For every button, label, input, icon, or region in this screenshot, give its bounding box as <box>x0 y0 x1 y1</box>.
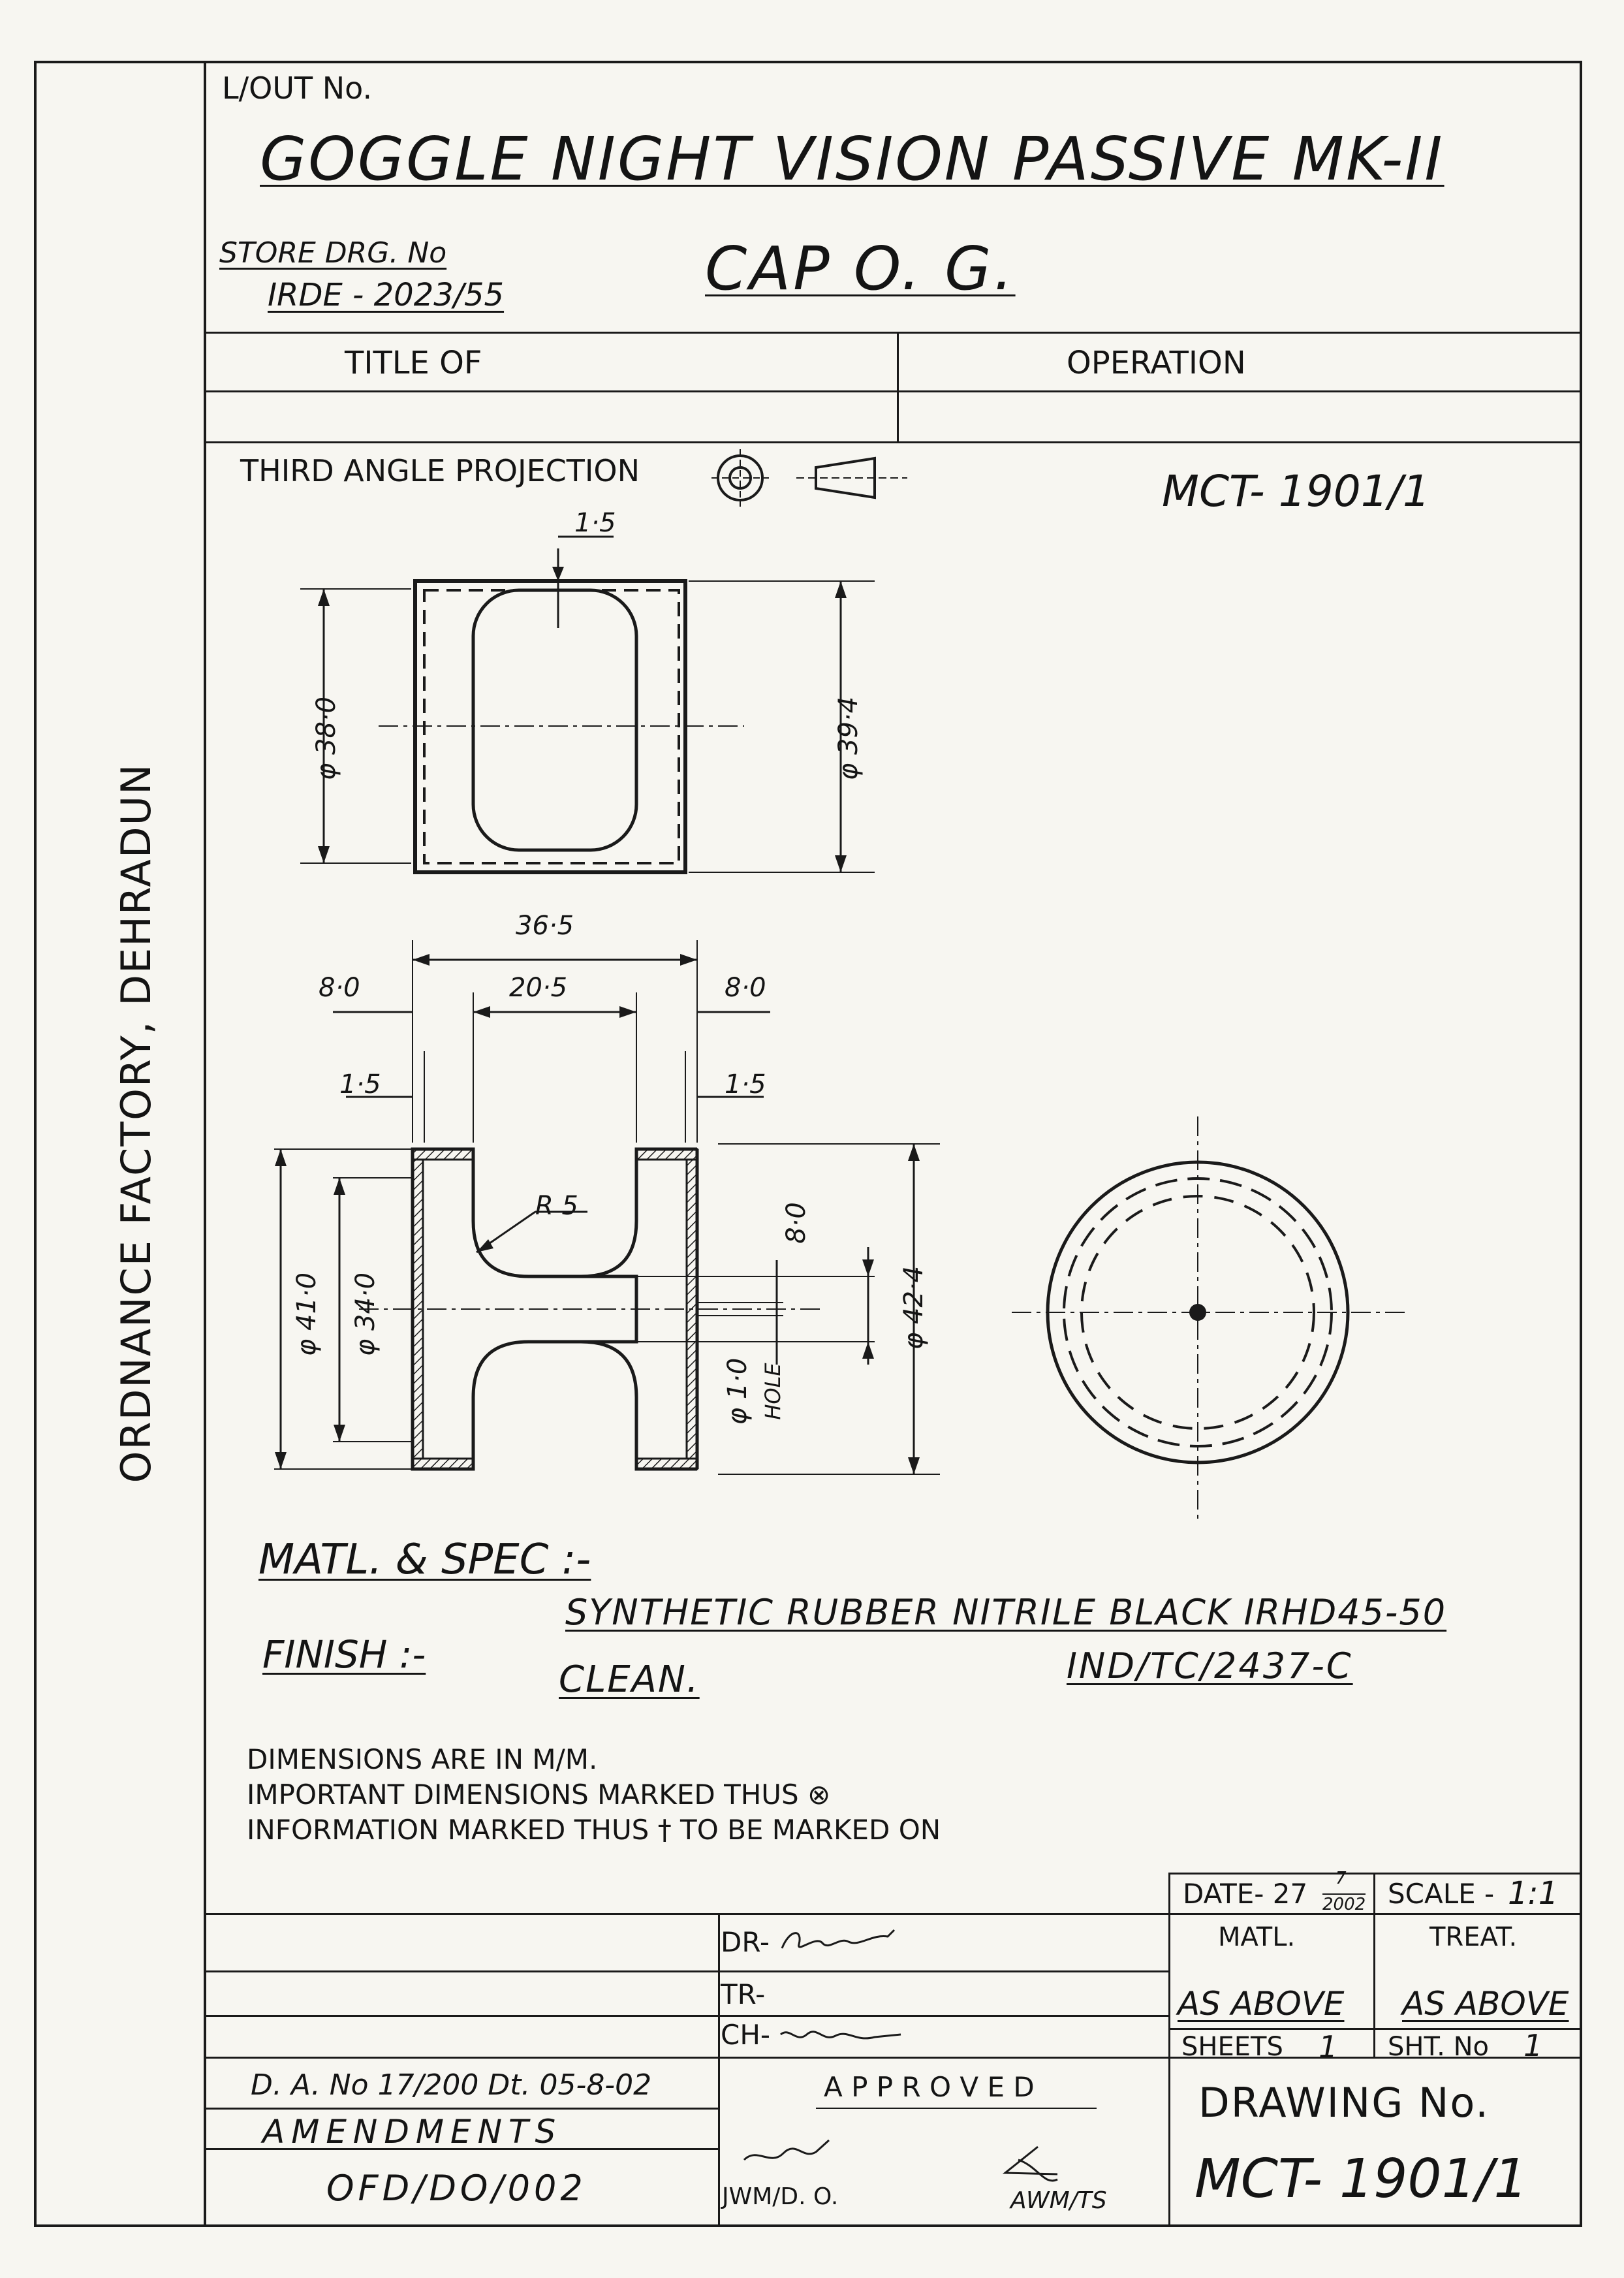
top-view-drawing <box>261 509 914 894</box>
tb-divider-left <box>718 1913 720 2227</box>
dim-hole-dia: φ 1·0 <box>723 1357 753 1425</box>
date-month: 7 <box>1335 1869 1347 1888</box>
sidebar-divider <box>204 61 206 2227</box>
projection-label: THIRD ANGLE PROJECTION <box>240 453 640 488</box>
material-spec-label: MATL. & SPEC :- <box>258 1536 591 1584</box>
operation-divider <box>897 332 899 441</box>
store-drg-label: STORE DRG. No <box>219 236 447 270</box>
ofd-number: OFD/DO/002 <box>326 2168 587 2209</box>
dim-dia-39-4: φ 39·4 <box>834 696 864 781</box>
spec-number: IND/TC/2437-C <box>1067 1645 1353 1686</box>
operation-rule <box>204 390 1582 392</box>
treat-label: TREAT. <box>1429 1922 1518 1952</box>
traced-by-label: TR- <box>721 1978 766 2010</box>
drawn-by-label: DR- <box>721 1926 770 1958</box>
dim-middle-20-5: 20·5 <box>509 973 568 1003</box>
dim-dia-41: φ 41·0 <box>292 1272 322 1357</box>
checked-by-signature <box>777 2020 907 2053</box>
factory-name: ORDNANCE FACTORY, DEHRADUN <box>112 763 160 1483</box>
layout-no-label: L/OUT No. <box>222 71 373 106</box>
sheets-value: 1 <box>1319 2029 1338 2064</box>
finish-label: FINISH :- <box>262 1632 426 1677</box>
part-name: CAP O. G. <box>705 234 1016 304</box>
third-angle-projection-icon <box>711 445 920 511</box>
store-drg-number: IRDE - 2023/55 <box>268 277 505 313</box>
note-important-dims: IMPORTANT DIMENSIONS MARKED THUS ⊗ <box>247 1779 831 1811</box>
scale-value: 1:1 <box>1508 1875 1559 1912</box>
operation-label: OPERATION <box>1067 345 1246 381</box>
title-of-label: TITLE OF <box>345 345 482 381</box>
material-description: SYNTHETIC RUBBER NITRILE BLACK IRHD45-50 <box>565 1592 1447 1633</box>
awm-label: AWM/TS <box>1010 2187 1107 2214</box>
reference-number: MCT- 1901/1 <box>1162 466 1430 516</box>
dim-top-wall: 1·5 <box>574 508 616 538</box>
end-view-drawing <box>1005 1110 1423 1528</box>
dim-flange-left: 8·0 <box>319 973 360 1003</box>
matl-value: AS ABOVE <box>1178 1985 1345 2023</box>
operation-bottom-rule <box>204 441 1582 443</box>
matl-label: MATL. <box>1218 1922 1296 1952</box>
tb-row-rule-3 <box>204 2057 1582 2059</box>
tb-divider-right <box>1373 1873 1375 2057</box>
dim-radius: R 5 <box>535 1191 578 1221</box>
tb-row-rule-1 <box>204 1970 1168 1972</box>
tb-row-rule-4 <box>204 2108 719 2110</box>
date-year: 2002 <box>1322 1895 1366 1914</box>
date-label: DATE- 27 <box>1183 1878 1308 1910</box>
approved-label: A P P R O V E D <box>824 2071 1035 2103</box>
dim-dia-38: φ 38·0 <box>311 696 341 781</box>
header-rule <box>204 332 1582 334</box>
checked-by-label: CH- <box>721 2019 771 2051</box>
dim-wall-left: 1·5 <box>339 1069 381 1099</box>
scale-label: SCALE - <box>1388 1878 1495 1910</box>
amendments-label: AMENDMENTS <box>262 2113 563 2151</box>
tb-top-rule <box>204 1913 1582 1915</box>
sheet-no-label: SHT. No <box>1388 2032 1489 2062</box>
tb-row-rule-2 <box>204 2015 1168 2017</box>
dim-length-36-5: 36·5 <box>516 911 574 941</box>
approved-underline <box>816 2108 1097 2109</box>
note-marking: INFORMATION MARKED THUS † TO BE MARKED ON <box>247 1814 941 1846</box>
dim-hole-label: HOLE <box>760 1363 785 1420</box>
treat-value: AS ABOVE <box>1402 1985 1569 2023</box>
sheets-label: SHEETS <box>1181 2032 1283 2062</box>
section-view-drawing <box>261 908 979 1495</box>
note-dimensions: DIMENSIONS ARE IN M/M. <box>247 1743 598 1775</box>
dim-dia-34: φ 34·0 <box>351 1272 381 1357</box>
sheet-no-value: 1 <box>1523 2028 1543 2063</box>
dim-hole-offset: 8·0 <box>781 1202 811 1244</box>
drawing-number: MCT- 1901/1 <box>1195 2148 1528 2210</box>
dim-wall-right: 1·5 <box>725 1069 766 1099</box>
da-number: D. A. No 17/200 Dt. 05-8-02 <box>251 2068 652 2102</box>
tb-right-rule-2 <box>1168 2028 1582 2030</box>
jwm-label: JWM/D. O. <box>722 2183 839 2210</box>
drawing-title: GOGGLE NIGHT VISION PASSIVE MK-II <box>260 124 1444 194</box>
finish-value: CLEAN. <box>559 1658 700 1701</box>
tb-top-right-rule <box>1168 1873 1582 1875</box>
dim-flange-right: 8·0 <box>725 973 766 1003</box>
dim-dia-42-4: φ 42·4 <box>899 1265 929 1350</box>
drawing-no-label: DRAWING No. <box>1198 2079 1490 2127</box>
drawn-by-signature <box>777 1922 907 1961</box>
